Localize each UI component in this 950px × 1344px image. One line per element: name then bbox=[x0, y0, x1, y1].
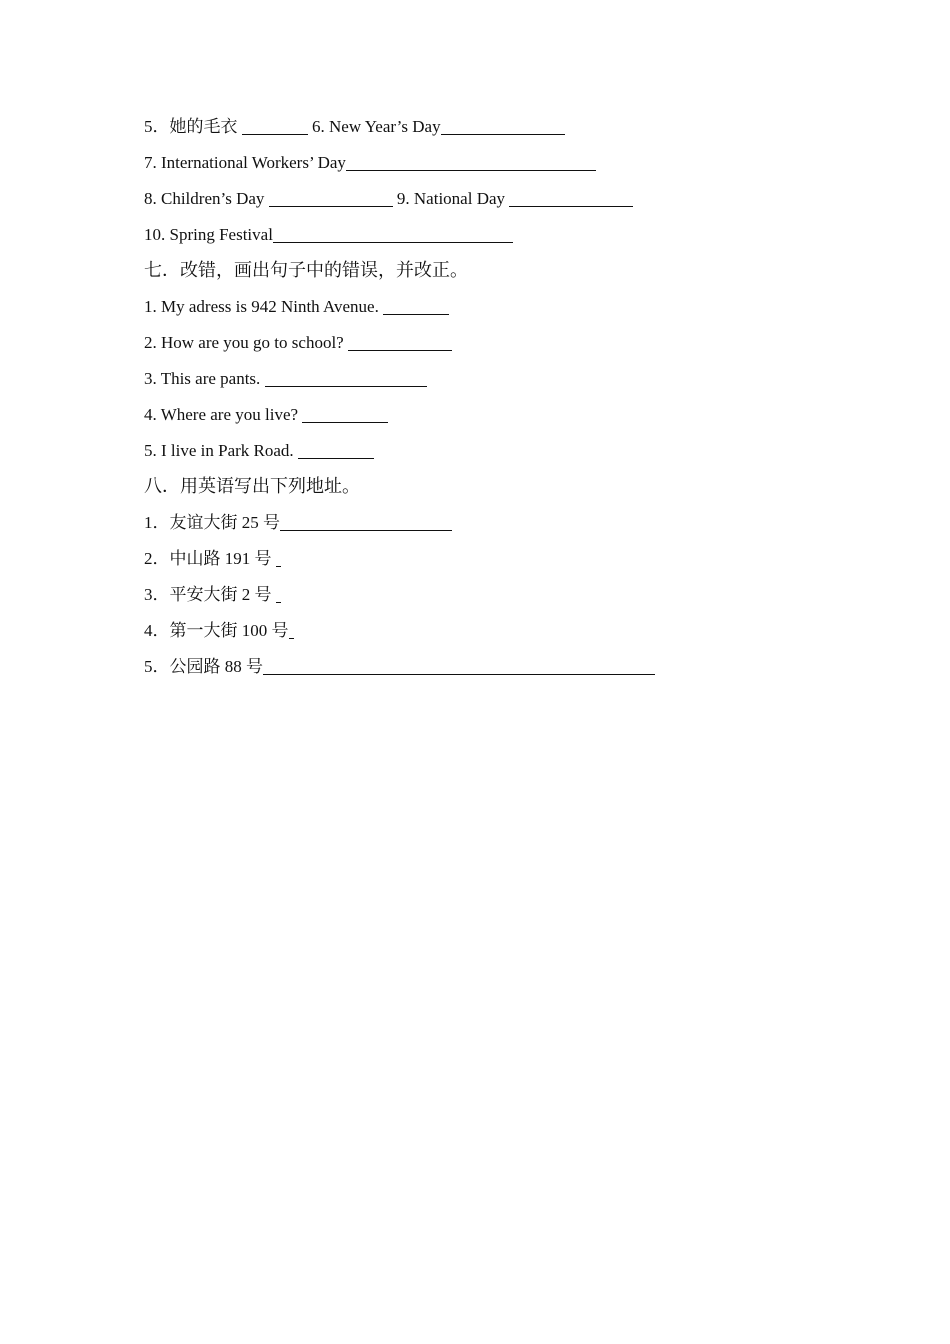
correction-item-4 bbox=[144, 403, 388, 427]
address-item-1 bbox=[144, 511, 452, 535]
question-number: 2． bbox=[144, 549, 170, 568]
question-7 bbox=[144, 151, 596, 175]
question-text: 2. How are you go to school? bbox=[144, 333, 344, 352]
address-suffix: 号 bbox=[271, 621, 289, 641]
answer-blank[interactable] bbox=[263, 656, 655, 675]
question-5-6 bbox=[144, 115, 565, 139]
correction-item-1 bbox=[144, 295, 449, 319]
address-number: 2 bbox=[241, 585, 251, 604]
address-suffix: 号 bbox=[254, 585, 272, 605]
section-8-heading: 八．用英语写出下列地址。 bbox=[144, 476, 360, 497]
answer-blank[interactable] bbox=[289, 620, 294, 639]
answer-blank[interactable] bbox=[242, 116, 308, 135]
question-8-9 bbox=[144, 187, 633, 211]
question-text: 3. This are pants. bbox=[144, 369, 261, 388]
answer-blank[interactable] bbox=[276, 548, 281, 567]
correction-item-3 bbox=[144, 367, 427, 391]
question-number: 5． bbox=[144, 657, 170, 676]
address-number: 100 bbox=[241, 621, 268, 640]
address-text: 第一大街 bbox=[169, 621, 238, 641]
address-number: 25 bbox=[241, 513, 259, 532]
answer-blank[interactable] bbox=[383, 296, 449, 315]
answer-blank[interactable] bbox=[348, 332, 452, 351]
answer-blank[interactable] bbox=[265, 368, 427, 387]
address-suffix: 号 bbox=[263, 513, 280, 533]
question-number: 4． bbox=[144, 621, 170, 640]
answer-blank[interactable] bbox=[441, 116, 565, 135]
question-number: 1． bbox=[144, 513, 170, 532]
question-text: 6. New Year’s Day bbox=[312, 117, 441, 136]
answer-blank[interactable] bbox=[273, 224, 513, 243]
answer-blank[interactable] bbox=[346, 152, 596, 171]
address-number: 88 bbox=[224, 657, 242, 676]
question-number: 5． bbox=[144, 117, 170, 136]
question-text: 她的毛衣 bbox=[169, 117, 238, 137]
question-10 bbox=[144, 223, 513, 247]
question-number: 3． bbox=[144, 585, 170, 604]
question-text: 4. Where are you live? bbox=[144, 405, 299, 424]
question-text: 8. Children’s Day bbox=[144, 189, 265, 208]
address-text: 公园路 bbox=[169, 657, 221, 677]
address-item-4 bbox=[144, 619, 294, 643]
address-text: 友谊大街 bbox=[169, 513, 238, 533]
answer-blank[interactable] bbox=[269, 188, 393, 207]
address-item-5 bbox=[144, 655, 655, 679]
address-suffix: 号 bbox=[246, 657, 263, 677]
address-text: 平安大街 bbox=[169, 585, 238, 605]
question-text: 1. My adress is 942 Ninth Avenue. bbox=[144, 297, 379, 316]
address-text: 中山路 bbox=[169, 549, 221, 569]
correction-item-5 bbox=[144, 439, 374, 463]
question-text: 7. International Workers’ Day bbox=[144, 153, 346, 172]
question-text: 10. Spring Festival bbox=[144, 225, 273, 244]
answer-blank[interactable] bbox=[280, 512, 452, 531]
address-suffix: 号 bbox=[254, 549, 272, 569]
answer-blank[interactable] bbox=[509, 188, 633, 207]
question-text: 5. I live in Park Road. bbox=[144, 441, 294, 460]
question-text: 9. National Day bbox=[396, 189, 506, 208]
section-7-heading: 七．改错，画出句子中的错误，并改正。 bbox=[144, 260, 468, 281]
correction-item-2 bbox=[144, 331, 452, 355]
answer-blank[interactable] bbox=[298, 440, 374, 459]
answer-blank[interactable] bbox=[276, 584, 281, 603]
address-number: 191 bbox=[224, 549, 251, 568]
address-item-2 bbox=[144, 547, 281, 571]
answer-blank[interactable] bbox=[302, 404, 388, 423]
address-item-3 bbox=[144, 583, 281, 607]
